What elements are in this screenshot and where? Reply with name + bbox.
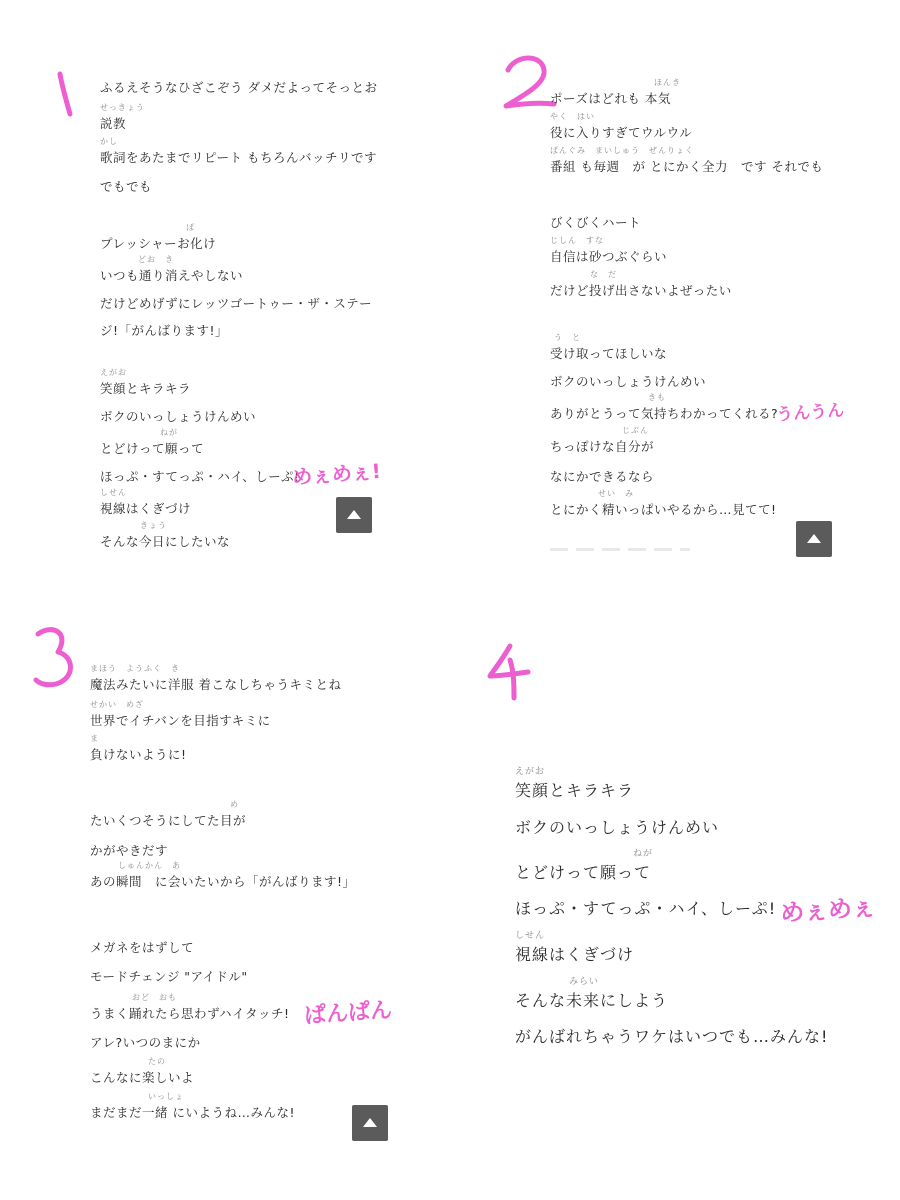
scroll-to-top-button[interactable]	[796, 521, 832, 557]
panel-number-3-mark	[30, 624, 80, 694]
lyric-line: ねが とどけって願って	[100, 428, 205, 456]
handwritten-annotation: めぇめぇ!	[291, 458, 382, 490]
handwritten-annotation: ぱんぱん	[303, 997, 393, 1030]
lyrics-panel-1	[0, 0, 450, 580]
lyrics-panel-4	[450, 600, 900, 1200]
lyric-line: アレ?いつのまにか	[90, 1035, 201, 1050]
lyric-line: どお き いつも通り消えやしない	[100, 255, 244, 283]
lyric-line: いっしょ まだまだ一緒 にいようね…みんな!	[90, 1092, 295, 1120]
lyric-line: ほっぷ・すてっぷ・ハイ、しーぷ!	[515, 899, 777, 918]
scroll-to-top-button[interactable]	[336, 497, 372, 533]
lyric-line: みらい そんな未来にしよう	[515, 977, 669, 1010]
lyric-line: でもでも	[100, 179, 153, 194]
scroll-to-top-button[interactable]	[352, 1105, 388, 1141]
lyric-line: じぶん ちっぽけな自分が	[550, 426, 655, 454]
lyric-line: ねが とどけって願って	[515, 849, 654, 882]
triangle-up-icon	[347, 510, 361, 519]
handwritten-annotation: めぇめぇ	[779, 892, 877, 928]
panel-number-4-mark	[484, 642, 534, 702]
lyric-line: きょう そんな今日にしたいな	[100, 521, 231, 549]
lyric-line: メガネをはずして	[90, 940, 195, 955]
lyric-line: め たいくつそうにしてた目が	[90, 800, 247, 828]
lyric-line: モードチェンジ "アイドル"	[90, 969, 248, 984]
lyric-line: しせん 視線はくぎづけ	[515, 931, 635, 964]
lyric-line: おど おも うまく踊れたら思わずハイタッチ!	[90, 993, 290, 1021]
lyric-line: かがやきだす	[90, 843, 169, 858]
lyric-line: しゅんかん あ あの瞬間 に会いたいから「がんばります!」	[90, 861, 356, 889]
lyric-line: えがお 笑顔とキラキラ	[515, 767, 635, 800]
lyric-line: びくびくハート	[550, 215, 642, 230]
triangle-up-icon	[807, 534, 821, 543]
lyric-line: ほっぷ・すてっぷ・ハイ、しーぷ!	[100, 469, 300, 484]
lyric-line: なにかできるなら	[550, 469, 655, 484]
lyric-line: せかい めざ 世界でイチバンを目指すキミに	[90, 700, 271, 728]
lyric-line: かし 歌詞をあたまでリピート もちろんバッチリです	[100, 137, 377, 165]
lyric-line: ほんき ポーズはどれも 本気	[550, 78, 681, 106]
lyric-line: ボクのいっしょうけんめい	[100, 409, 257, 424]
lyric-line: えがお 笑顔とキラキラ	[100, 368, 192, 396]
lyric-line: ま 負けないように!	[90, 734, 187, 762]
lyric-line: ば プレッシャーお化け	[100, 223, 217, 251]
triangle-up-icon	[363, 1118, 377, 1127]
lyric-line: じしん すな 自信は砂つぶぐらい	[550, 236, 668, 264]
panel-number-1-mark	[48, 64, 88, 124]
lyric-line: ジ!「がんばります!」	[100, 323, 229, 338]
lyric-line: ふるえそうなひざこぞう ダメだよってそっとお	[100, 80, 378, 95]
lyric-line: ボクのいっしょうけんめい	[550, 374, 707, 389]
lyric-line: な だ だけど投げ出さないよぜったい	[550, 270, 732, 298]
lyric-line: がんばれちゃうワケはいつでも…みんな!	[515, 1027, 829, 1046]
lyric-line: まほう ようふく き 魔法みたいに洋服 着こなしちゃうキミとね	[90, 664, 342, 692]
handwritten-annotation: うんうん	[775, 400, 845, 426]
lyric-line: だけどめげずにレッツゴートゥー・ザ・ステー	[100, 296, 373, 311]
lyric-line: せっきょう 説教	[100, 103, 145, 131]
lyric-line: きも ありがとうって気持ちわかってくれる?	[550, 393, 779, 421]
lyric-line: ボクのいっしょうけんめい	[515, 818, 720, 837]
lyric-line: ばんぐみ まいしゅう ぜんりょく 番組 も毎週 が とにかく全力 です それでも	[550, 146, 824, 174]
cut-off-line	[550, 548, 690, 551]
lyrics-panel-2	[450, 0, 900, 580]
lyrics-panel-3	[0, 600, 450, 1200]
lyric-line: しせん 視線はくぎづけ	[100, 488, 192, 516]
lyric-line: たの こんなに楽しいよ	[90, 1057, 195, 1085]
lyric-line: う と 受け取ってほしいな	[550, 333, 668, 361]
lyric-line: せい み とにかく精いっぱいやるから…見てて!	[550, 489, 777, 517]
lyric-line: やく はい 役に入りすぎてウルウル	[550, 112, 693, 140]
